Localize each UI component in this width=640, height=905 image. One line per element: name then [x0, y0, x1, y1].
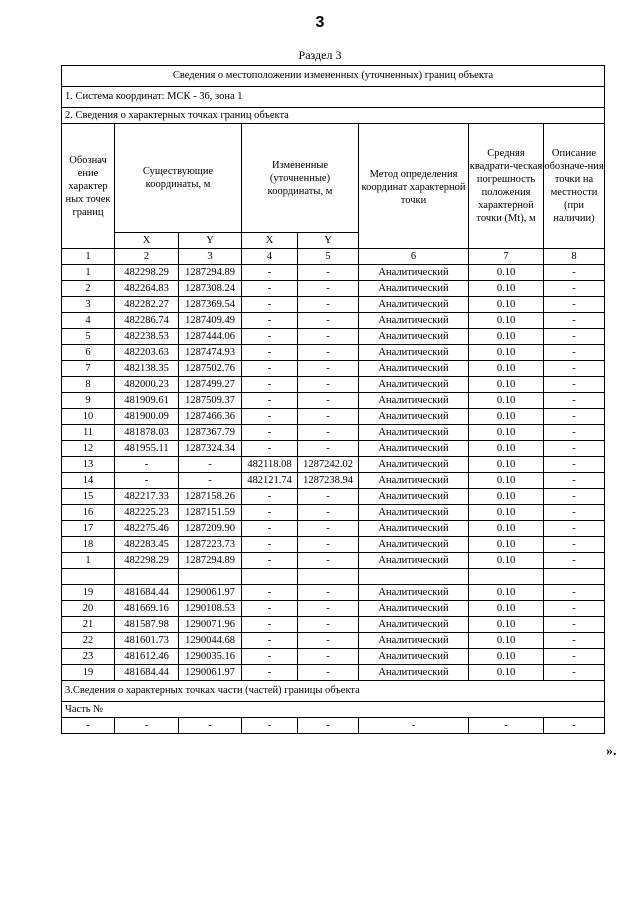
table-cell: -	[544, 489, 605, 505]
col-number: 7	[469, 249, 544, 265]
header-existing-y: Y	[179, 233, 242, 249]
table-cell: Аналитический	[359, 633, 469, 649]
table-cell: -	[115, 718, 179, 734]
table-cell: 10	[62, 409, 115, 425]
table-cell: 0.10	[469, 409, 544, 425]
table-cell: Аналитический	[359, 409, 469, 425]
table-cell: -	[544, 601, 605, 617]
table-cell: -	[544, 505, 605, 521]
table-row	[62, 489, 605, 505]
table-cell: Аналитический	[359, 585, 469, 601]
table-cell: -	[544, 345, 605, 361]
col-number: 6	[359, 249, 469, 265]
table-cell: -	[242, 313, 298, 329]
table-cell: 0.10	[469, 473, 544, 489]
table-cell: -	[544, 633, 605, 649]
table-cell: -	[298, 649, 359, 665]
table-cell: -	[242, 601, 298, 617]
table-cell: -	[298, 585, 359, 601]
table-cell: 12	[62, 441, 115, 457]
table-cell: 0.10	[469, 297, 544, 313]
table-cell: -	[544, 521, 605, 537]
table-cell: 0.10	[469, 361, 544, 377]
table-cell: 482283.45	[115, 537, 179, 553]
table-cell: -	[242, 553, 298, 569]
coordinate-system: 1. Система координат: МСК - 36, зона 1	[62, 87, 605, 108]
table-cell: 0.10	[469, 345, 544, 361]
table-cell: 18	[62, 537, 115, 553]
table-row	[62, 601, 605, 617]
table-cell: 482000.23	[115, 377, 179, 393]
table-cell: 2	[62, 281, 115, 297]
table-cell: -	[298, 313, 359, 329]
table-cell: -	[179, 457, 242, 473]
table-cell: 1290071.96	[179, 617, 242, 633]
table-cell: 482298.29	[115, 553, 179, 569]
table-cell: Аналитический	[359, 601, 469, 617]
table-cell: -	[298, 345, 359, 361]
table-cell: -	[242, 718, 298, 734]
table-cell: 482203.63	[115, 345, 179, 361]
table-cell: -	[242, 425, 298, 441]
header-description: Описание обозначе-ния точки на местности (при наличии)	[544, 124, 605, 249]
table-cell: -	[544, 457, 605, 473]
table-cell: 7	[62, 361, 115, 377]
table-cell: Аналитический	[359, 281, 469, 297]
table-cell: -	[242, 665, 298, 681]
table-row	[62, 441, 605, 457]
table-cell: -	[544, 617, 605, 633]
table-cell: Аналитический	[359, 505, 469, 521]
table-cell: Аналитический	[359, 313, 469, 329]
table-cell: 481612.46	[115, 649, 179, 665]
table-cell: -	[298, 489, 359, 505]
table-cell: -	[544, 409, 605, 425]
table-cell: 482138.35	[115, 361, 179, 377]
table-cell: -	[544, 297, 605, 313]
header-method: Метод определения координат характерной точки	[359, 124, 469, 249]
header-existing-x: X	[115, 233, 179, 249]
table-cell: 481900.09	[115, 409, 179, 425]
header-changed-coords: Измененные (уточненные) координаты, м	[242, 124, 359, 233]
col-number: 1	[62, 249, 115, 265]
part-heading: 3.Сведения о характерных точках части (частей) границы объекта	[62, 681, 605, 702]
col-number: 2	[115, 249, 179, 265]
table-cell: 13	[62, 457, 115, 473]
table-cell: Аналитический	[359, 425, 469, 441]
table-row	[62, 425, 605, 441]
table-cell: 0.10	[469, 265, 544, 281]
table-row	[62, 313, 605, 329]
table-row	[62, 537, 605, 553]
separator-row	[62, 569, 605, 585]
table-cell: 23	[62, 649, 115, 665]
table-cell: 0.10	[469, 665, 544, 681]
table-row	[62, 585, 605, 601]
table-cell: 1287209.90	[179, 521, 242, 537]
table-cell: 1287474.93	[179, 345, 242, 361]
table-cell: -	[298, 377, 359, 393]
table-cell: 19	[62, 585, 115, 601]
table-row	[62, 521, 605, 537]
table-row	[62, 617, 605, 633]
table-cell: 0.10	[469, 553, 544, 569]
table-cell: -	[298, 665, 359, 681]
table-cell: 482217.33	[115, 489, 179, 505]
table-cell: 0.10	[469, 425, 544, 441]
table-row	[62, 409, 605, 425]
table-row	[62, 505, 605, 521]
table-cell: Аналитический	[359, 265, 469, 281]
table-cell: 6	[62, 345, 115, 361]
table-row	[62, 297, 605, 313]
table-row	[62, 281, 605, 297]
table-cell: -	[544, 649, 605, 665]
table-cell: 15	[62, 489, 115, 505]
table-cell: 1290108.53	[179, 601, 242, 617]
table-cell: Аналитический	[359, 345, 469, 361]
table-cell: 481601.73	[115, 633, 179, 649]
part-row	[62, 718, 605, 734]
table-cell: -	[298, 521, 359, 537]
table-cell: -	[544, 393, 605, 409]
table-cell: -	[242, 361, 298, 377]
table-cell: -	[242, 505, 298, 521]
table-cell: -	[298, 633, 359, 649]
table-cell: 4	[62, 313, 115, 329]
table-row	[62, 457, 605, 473]
table-cell: -	[242, 377, 298, 393]
table-cell: -	[298, 441, 359, 457]
table-cell: -	[544, 281, 605, 297]
table-cell: 481587.98	[115, 617, 179, 633]
table-cell: 482275.46	[115, 521, 179, 537]
table-cell: -	[298, 553, 359, 569]
table-cell: 0.10	[469, 537, 544, 553]
table-cell: Аналитический	[359, 489, 469, 505]
table-cell: -	[298, 281, 359, 297]
table-cell: 20	[62, 601, 115, 617]
table-row	[62, 361, 605, 377]
table-row	[62, 345, 605, 361]
table-cell: 482298.29	[115, 265, 179, 281]
table-cell: 1290044.68	[179, 633, 242, 649]
col-number: 3	[179, 249, 242, 265]
table-cell: -	[62, 718, 115, 734]
table-cell: 0.10	[469, 393, 544, 409]
table-cell: Аналитический	[359, 329, 469, 345]
table-cell: -	[544, 377, 605, 393]
table-cell: 11	[62, 425, 115, 441]
table-cell: Аналитический	[359, 649, 469, 665]
table-cell: 0.10	[469, 329, 544, 345]
table-cell: -	[298, 361, 359, 377]
table-cell: 0.10	[469, 633, 544, 649]
table-cell: 0.10	[469, 505, 544, 521]
table-cell: Аналитический	[359, 457, 469, 473]
table-cell: -	[544, 361, 605, 377]
table-cell: 0.10	[469, 313, 544, 329]
table-cell: Аналитический	[359, 377, 469, 393]
table-title: Сведения о местоположении измененных (уточненных) границ объекта	[62, 66, 605, 87]
table-cell: -	[242, 537, 298, 553]
table-cell: 1287444.06	[179, 329, 242, 345]
table-cell: 1287509.37	[179, 393, 242, 409]
table-row	[62, 265, 605, 281]
table-row	[62, 649, 605, 665]
table-cell: -	[242, 521, 298, 537]
table-cell: -	[179, 718, 242, 734]
table-cell: 16	[62, 505, 115, 521]
table-cell: -	[544, 537, 605, 553]
closing-mark: ».	[606, 744, 617, 759]
table-cell: -	[179, 473, 242, 489]
table-cell: 481684.44	[115, 665, 179, 681]
table-cell: Аналитический	[359, 473, 469, 489]
table-cell: Аналитический	[359, 617, 469, 633]
table-cell: 21	[62, 617, 115, 633]
table-cell: 482118.08	[242, 457, 298, 473]
table-cell: -	[298, 393, 359, 409]
table-cell: 1287466.36	[179, 409, 242, 425]
header-changed-y: Y	[298, 233, 359, 249]
table-cell: 0.10	[469, 601, 544, 617]
table-cell: 1287369.54	[179, 297, 242, 313]
header-existing-coords: Существующие координаты, м	[115, 124, 242, 233]
table-cell: -	[298, 505, 359, 521]
table-cell: 1290061.97	[179, 665, 242, 681]
table-row	[62, 553, 605, 569]
table-cell: -	[242, 281, 298, 297]
table-cell: -	[298, 425, 359, 441]
table-cell: 482225.23	[115, 505, 179, 521]
table-cell: Аналитический	[359, 537, 469, 553]
table-cell: -	[469, 718, 544, 734]
table-cell: 0.10	[469, 649, 544, 665]
table-cell: -	[298, 601, 359, 617]
table-cell: -	[298, 297, 359, 313]
table-cell: 1	[62, 553, 115, 569]
table-cell: 1287409.49	[179, 313, 242, 329]
table-cell: Аналитический	[359, 361, 469, 377]
table-cell: 481669.16	[115, 601, 179, 617]
table-cell: 1287238.94	[298, 473, 359, 489]
table-cell: -	[242, 441, 298, 457]
table-cell: 1287308.24	[179, 281, 242, 297]
table-cell: 481955.11	[115, 441, 179, 457]
table-row	[62, 473, 605, 489]
table-row	[62, 393, 605, 409]
table-cell: -	[115, 473, 179, 489]
table-cell: -	[298, 537, 359, 553]
table-cell: 17	[62, 521, 115, 537]
table-cell: -	[544, 313, 605, 329]
table-cell: -	[242, 409, 298, 425]
table-cell: 0.10	[469, 281, 544, 297]
header-point-designation: Обознач ение характер ных точек границ	[62, 124, 115, 249]
table-cell: 481909.61	[115, 393, 179, 409]
table-cell: -	[242, 345, 298, 361]
table-cell: 482286.74	[115, 313, 179, 329]
table-cell: -	[298, 409, 359, 425]
table-cell: -	[544, 665, 605, 681]
table-cell: -	[544, 425, 605, 441]
table-cell: -	[242, 649, 298, 665]
table-cell: 0.10	[469, 377, 544, 393]
header-changed-x: X	[242, 233, 298, 249]
table-cell: -	[544, 473, 605, 489]
table-cell: 482282.27	[115, 297, 179, 313]
table-cell: 481878.03	[115, 425, 179, 441]
table-row	[62, 633, 605, 649]
table-cell: -	[242, 617, 298, 633]
table-cell: 1287502.76	[179, 361, 242, 377]
table-cell: 22	[62, 633, 115, 649]
table-row	[62, 377, 605, 393]
page-number: 3	[315, 14, 325, 31]
table-cell: -	[544, 441, 605, 457]
table-cell: -	[242, 393, 298, 409]
table-cell: -	[544, 329, 605, 345]
table-cell: 8	[62, 377, 115, 393]
table-cell: -	[544, 718, 605, 734]
table-cell: 1287223.73	[179, 537, 242, 553]
table-cell: -	[544, 585, 605, 601]
table-cell: 1	[62, 265, 115, 281]
table-cell: -	[242, 585, 298, 601]
table-cell: -	[359, 718, 469, 734]
table-cell: 481684.44	[115, 585, 179, 601]
table-cell: 5	[62, 329, 115, 345]
table-cell: Аналитический	[359, 665, 469, 681]
table-cell: 1287294.89	[179, 265, 242, 281]
table-cell: 0.10	[469, 521, 544, 537]
table-cell: 482264.83	[115, 281, 179, 297]
table-row	[62, 665, 605, 681]
table-cell: -	[298, 718, 359, 734]
table-cell: 1287294.89	[179, 553, 242, 569]
table-cell: Аналитический	[359, 393, 469, 409]
table-cell: -	[544, 553, 605, 569]
header-accuracy: Средняя квадрати-ческая погрешность положения характерной точки (Mt), м	[469, 124, 544, 249]
table-cell: 0.10	[469, 457, 544, 473]
table-cell: 0.10	[469, 489, 544, 505]
table-cell: Аналитический	[359, 441, 469, 457]
table-cell: -	[298, 617, 359, 633]
table-cell: -	[242, 633, 298, 649]
points-heading: 2. Сведения о характерных точках границ объекта	[62, 108, 605, 124]
table-cell: 1290035.16	[179, 649, 242, 665]
table-cell: 1287324.34	[179, 441, 242, 457]
table-cell: Аналитический	[359, 521, 469, 537]
table-cell: Аналитический	[359, 553, 469, 569]
table-cell: -	[298, 329, 359, 345]
table-cell: 1287242.02	[298, 457, 359, 473]
table-cell: 1287499.27	[179, 377, 242, 393]
table-cell: -	[242, 265, 298, 281]
table-cell: 1290061.97	[179, 585, 242, 601]
table-cell: -	[115, 457, 179, 473]
boundary-points-table	[61, 65, 605, 734]
table-cell: 482238.53	[115, 329, 179, 345]
table-cell: 19	[62, 665, 115, 681]
table-cell: -	[544, 265, 605, 281]
table-cell: 0.10	[469, 585, 544, 601]
table-cell: -	[242, 329, 298, 345]
column-number-row	[62, 249, 605, 265]
part-label: Часть №	[62, 702, 605, 718]
table-cell: 482121.74	[242, 473, 298, 489]
table-cell: 14	[62, 473, 115, 489]
table-cell: 0.10	[469, 617, 544, 633]
table-cell: Аналитический	[359, 297, 469, 313]
table-cell: -	[298, 265, 359, 281]
table-cell: 3	[62, 297, 115, 313]
section-label: Раздел 3	[298, 48, 342, 62]
col-number: 8	[544, 249, 605, 265]
table-cell: -	[242, 489, 298, 505]
col-number: 4	[242, 249, 298, 265]
table-cell: 1287367.79	[179, 425, 242, 441]
col-number: 5	[298, 249, 359, 265]
table-cell: 1287151.59	[179, 505, 242, 521]
table-cell: 1287158.26	[179, 489, 242, 505]
table-cell: 0.10	[469, 441, 544, 457]
table-cell: -	[242, 297, 298, 313]
table-cell: 9	[62, 393, 115, 409]
table-row	[62, 329, 605, 345]
